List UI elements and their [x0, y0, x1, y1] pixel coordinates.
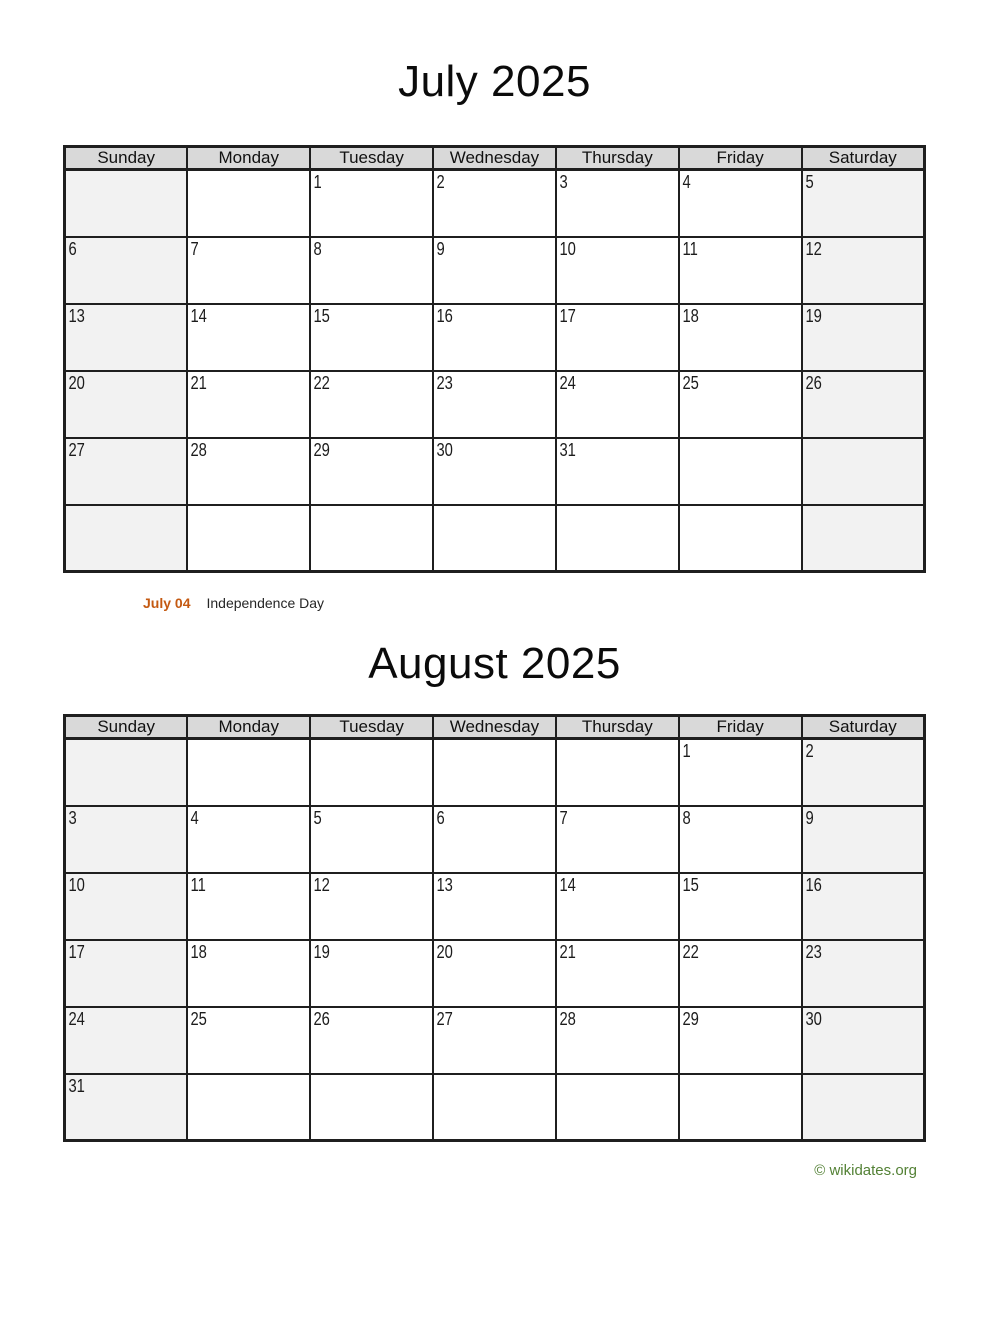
day-number: 30 — [805, 1008, 822, 1029]
day-cell-july-2025-6 — [65, 237, 188, 304]
empty-day-cell — [556, 505, 679, 572]
weekday-header-friday: Friday — [679, 716, 802, 739]
day-cell-july-2025-25 — [679, 371, 802, 438]
day-cell-july-2025-7 — [187, 237, 310, 304]
day-number: 11 — [190, 874, 207, 895]
day-number: 15 — [313, 305, 331, 326]
day-number: 5 — [805, 172, 814, 192]
day-cell-august-2025-18 — [187, 940, 310, 1007]
empty-day-cell — [433, 505, 556, 572]
day-number: 4 — [682, 172, 691, 192]
day-cell-august-2025-8 — [679, 806, 802, 873]
day-cell-august-2025-10 — [65, 873, 188, 940]
empty-day-cell — [310, 505, 433, 572]
day-number: 28 — [559, 1008, 576, 1029]
weekday-header-wednesday: Wednesday — [433, 147, 556, 170]
day-cell-july-2025-28 — [187, 438, 310, 505]
day-number: 1 — [682, 741, 691, 761]
empty-day-cell — [679, 1074, 802, 1141]
day-number: 19 — [313, 941, 331, 962]
empty-day-cell — [802, 438, 925, 505]
day-cell-august-2025-23 — [802, 940, 925, 1007]
day-cell-july-2025-10 — [556, 237, 679, 304]
day-number: 9 — [436, 238, 445, 259]
day-cell-august-2025-22 — [679, 940, 802, 1007]
day-number: 12 — [805, 238, 822, 259]
empty-day-cell — [187, 1074, 310, 1141]
day-cell-august-2025-19 — [310, 940, 433, 1007]
weekday-header-thursday: Thursday — [556, 716, 679, 739]
july-calendar-section — [63, 56, 926, 612]
day-number: 29 — [682, 1008, 699, 1029]
day-cell-july-2025-4 — [679, 170, 802, 237]
day-number: 31 — [68, 1075, 85, 1096]
calendar-week-row — [65, 873, 925, 940]
day-cell-august-2025-5 — [310, 806, 433, 873]
empty-day-cell — [65, 505, 188, 572]
day-cell-august-2025-21 — [556, 940, 679, 1007]
day-number: 31 — [559, 439, 576, 460]
day-number: 5 — [313, 807, 322, 828]
day-cell-august-2025-15 — [679, 873, 802, 940]
empty-day-cell — [433, 1074, 556, 1141]
day-number: 10 — [68, 874, 85, 895]
day-cell-july-2025-16 — [433, 304, 556, 371]
day-number: 13 — [68, 305, 85, 326]
day-number: 20 — [68, 372, 85, 393]
empty-day-cell — [679, 505, 802, 572]
empty-day-cell — [802, 505, 925, 572]
weekday-header-wednesday: Wednesday — [433, 716, 556, 739]
day-number: 6 — [68, 238, 77, 259]
day-cell-july-2025-30 — [433, 438, 556, 505]
calendar-week-row — [65, 505, 925, 572]
day-cell-july-2025-11 — [679, 237, 802, 304]
empty-day-cell — [187, 505, 310, 572]
day-cell-july-2025-26 — [802, 371, 925, 438]
empty-day-cell — [556, 1074, 679, 1141]
day-cell-august-2025-25 — [187, 1007, 310, 1074]
day-number: 8 — [313, 238, 322, 259]
day-cell-august-2025-14 — [556, 873, 679, 940]
day-cell-august-2025-9 — [802, 806, 925, 873]
copyright-text: © wikidates.org — [814, 1162, 917, 1179]
day-number: 24 — [68, 1008, 85, 1029]
weekday-header-sunday: Sunday — [65, 147, 188, 170]
day-number: 1 — [313, 172, 322, 192]
empty-day-cell — [433, 739, 556, 806]
day-cell-august-2025-29 — [679, 1007, 802, 1074]
day-number: 6 — [436, 807, 445, 828]
day-cell-august-2025-31 — [65, 1074, 188, 1141]
day-cell-july-2025-8 — [310, 237, 433, 304]
day-number: 16 — [436, 305, 453, 326]
august-month-title: August 2025 — [368, 639, 621, 688]
page-footer — [63, 1162, 926, 1179]
holiday-note — [143, 595, 926, 612]
day-cell-july-2025-5 — [802, 170, 925, 237]
day-number: 13 — [436, 874, 453, 895]
empty-day-cell — [556, 739, 679, 806]
day-number: 10 — [559, 238, 576, 259]
day-cell-august-2025-11 — [187, 873, 310, 940]
calendar-week-row — [65, 1074, 925, 1141]
empty-day-cell — [310, 1074, 433, 1141]
day-cell-july-2025-15 — [310, 304, 433, 371]
day-cell-july-2025-23 — [433, 371, 556, 438]
day-number: 23 — [436, 372, 453, 393]
day-number: 2 — [436, 172, 445, 192]
day-cell-august-2025-2 — [802, 739, 925, 806]
day-number: 15 — [682, 874, 699, 895]
holiday-name: Independence Day — [206, 595, 325, 611]
day-number: 14 — [190, 305, 208, 326]
calendar-week-row — [65, 1007, 925, 1074]
day-cell-july-2025-24 — [556, 371, 679, 438]
calendar-week-row — [65, 170, 925, 237]
day-cell-august-2025-27 — [433, 1007, 556, 1074]
day-cell-july-2025-21 — [187, 371, 310, 438]
day-number: 18 — [682, 305, 699, 326]
day-cell-july-2025-19 — [802, 304, 925, 371]
day-cell-august-2025-26 — [310, 1007, 433, 1074]
day-cell-august-2025-20 — [433, 940, 556, 1007]
day-number: 22 — [682, 941, 699, 962]
empty-day-cell — [802, 1074, 925, 1141]
day-number: 2 — [805, 741, 814, 761]
august-calendar-table — [63, 714, 926, 1142]
weekday-header-thursday: Thursday — [556, 147, 679, 170]
day-cell-july-2025-18 — [679, 304, 802, 371]
weekday-header-monday: Monday — [187, 147, 310, 170]
weekday-header-friday: Friday — [679, 147, 802, 170]
calendar-week-row — [65, 371, 925, 438]
day-number: 24 — [559, 372, 576, 393]
day-number: 25 — [682, 372, 699, 393]
day-number: 17 — [559, 305, 576, 326]
day-number: 23 — [805, 941, 822, 962]
day-cell-august-2025-13 — [433, 873, 556, 940]
day-cell-july-2025-29 — [310, 438, 433, 505]
day-cell-july-2025-31 — [556, 438, 679, 505]
day-cell-august-2025-6 — [433, 806, 556, 873]
empty-day-cell — [65, 739, 188, 806]
day-number: 3 — [68, 807, 77, 828]
day-number: 20 — [436, 941, 453, 962]
day-cell-july-2025-27 — [65, 438, 188, 505]
day-number: 16 — [805, 874, 822, 895]
day-cell-august-2025-7 — [556, 806, 679, 873]
day-number: 22 — [313, 372, 331, 393]
day-cell-july-2025-13 — [65, 304, 188, 371]
weekday-header-row — [65, 147, 925, 170]
day-number: 21 — [559, 941, 576, 962]
day-cell-july-2025-14 — [187, 304, 310, 371]
weekday-header-saturday: Saturday — [802, 147, 925, 170]
holiday-date-label: July 04 — [143, 595, 191, 611]
day-cell-july-2025-2 — [433, 170, 556, 237]
day-number: 8 — [682, 807, 691, 828]
day-cell-july-2025-17 — [556, 304, 679, 371]
day-cell-august-2025-28 — [556, 1007, 679, 1074]
day-cell-july-2025-12 — [802, 237, 925, 304]
empty-day-cell — [187, 170, 310, 237]
calendar-sheet — [63, 56, 926, 1179]
day-number: 27 — [436, 1008, 453, 1029]
day-cell-august-2025-24 — [65, 1007, 188, 1074]
calendar-week-row — [65, 237, 925, 304]
day-cell-july-2025-20 — [65, 371, 188, 438]
day-number: 7 — [190, 238, 200, 259]
day-number: 26 — [805, 372, 822, 393]
empty-day-cell — [310, 739, 433, 806]
day-number: 30 — [436, 439, 453, 460]
july-month-title: July 2025 — [398, 57, 591, 106]
weekday-header-row — [65, 716, 925, 739]
august-calendar-section — [63, 638, 926, 1142]
empty-day-cell — [187, 739, 310, 806]
day-number: 3 — [559, 172, 568, 192]
day-cell-august-2025-3 — [65, 806, 188, 873]
day-number: 25 — [190, 1008, 208, 1029]
day-cell-july-2025-3 — [556, 170, 679, 237]
day-cell-july-2025-1 — [310, 170, 433, 237]
weekday-header-sunday: Sunday — [65, 716, 188, 739]
weekday-header-tuesday: Tuesday — [310, 716, 433, 739]
day-number: 9 — [805, 807, 814, 828]
day-number: 27 — [68, 439, 85, 460]
day-number: 19 — [805, 305, 822, 326]
day-number: 7 — [559, 807, 568, 828]
calendar-week-row — [65, 739, 925, 806]
day-cell-august-2025-17 — [65, 940, 188, 1007]
day-cell-august-2025-1 — [679, 739, 802, 806]
weekday-header-monday: Monday — [187, 716, 310, 739]
day-number: 26 — [313, 1008, 331, 1029]
day-cell-july-2025-9 — [433, 237, 556, 304]
day-number: 17 — [68, 941, 85, 962]
july-calendar-table — [63, 145, 926, 573]
day-cell-july-2025-22 — [310, 371, 433, 438]
calendar-week-row — [65, 438, 925, 505]
day-cell-august-2025-4 — [187, 806, 310, 873]
empty-day-cell — [679, 438, 802, 505]
day-number: 29 — [313, 439, 331, 460]
calendar-week-row — [65, 304, 925, 371]
day-number: 21 — [190, 372, 208, 393]
day-number: 4 — [190, 807, 200, 828]
calendar-week-row — [65, 940, 925, 1007]
day-number: 11 — [682, 238, 698, 259]
empty-day-cell — [65, 170, 188, 237]
day-cell-august-2025-30 — [802, 1007, 925, 1074]
weekday-header-tuesday: Tuesday — [310, 147, 433, 170]
day-number: 14 — [559, 874, 576, 895]
calendar-week-row — [65, 806, 925, 873]
weekday-header-saturday: Saturday — [802, 716, 925, 739]
day-cell-august-2025-12 — [310, 873, 433, 940]
day-cell-august-2025-16 — [802, 873, 925, 940]
day-number: 28 — [190, 439, 208, 460]
day-number: 18 — [190, 941, 208, 962]
day-number: 12 — [313, 874, 331, 895]
